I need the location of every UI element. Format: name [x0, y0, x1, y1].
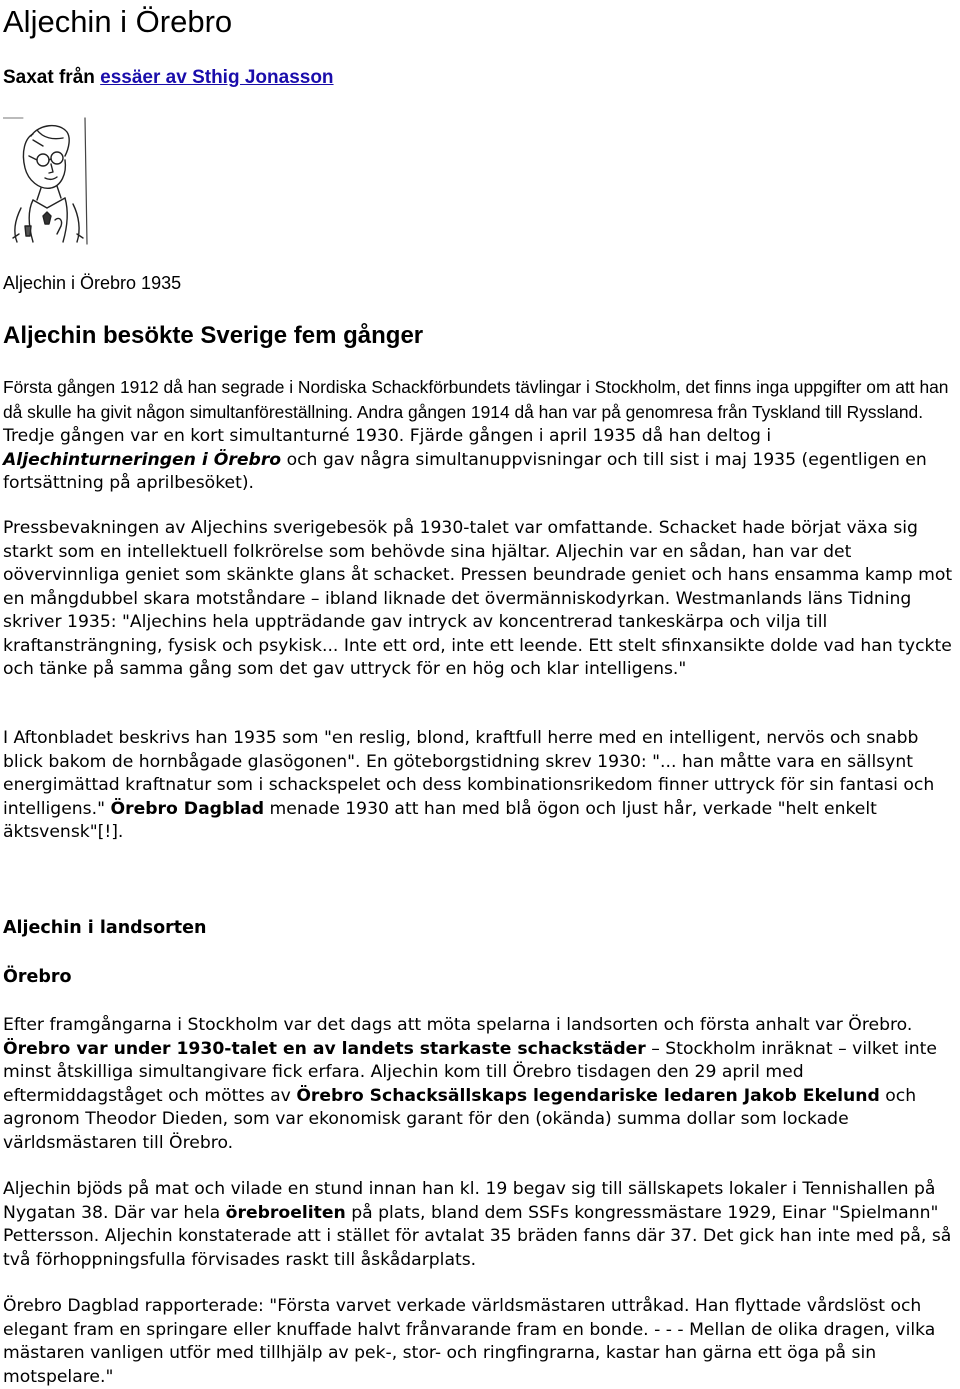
paragraph-visits-part-b: Tredje gången var en kort simultanturné 1930. Fjärde gången i april 1935 då han deltog i — [3, 426, 772, 446]
paragraph-visits-part-a: Första gången 1912 då han segrade i Nordiska Schackförbundets tävlingar i Stockholm, det finns inga uppgifter om att han då skulle ha givit någon simultanföreställning. Andra gången 1914 då han var på genomresa från Tyskland till Ryssland. — [3, 377, 949, 422]
paragraph-arrival-part-a: Efter framgångarna i Stockholm var det dags att möta spelarna i landsorten och första anhalt var Örebro. — [3, 1015, 913, 1035]
paragraph-arrival-part-e: och agronom Theodor Dieden, som var ekonomisk garant för den (okända) summa dollar som lockade världsmästaren till Örebro. — [3, 1085, 917, 1153]
tournament-name: Aljechinturneringen i Örebro — [3, 449, 282, 470]
paragraph-report: Örebro Dagblad rapporterade: "Första varvet verkade världsmästaren uttråkad. Han flyttade vårdslöst och elegant fram en springare eller knuffade halvt frånvarande fram en bonde. - - - Mellan de olika dragen, vilka mästaren vanligen utför med tillhjälp av pek-, stor- och ringfingrarna, kastar han gärna ett öga på sin motspelare." — [3, 1296, 936, 1387]
paragraph-arrival-part-c: – Stockholm inräknat – vilket inte minst åtskilliga simultangivare fick erfara. Aljechin kom till Örebro tisdagen den 29 april med eftermiddagståget och möttes av — [3, 1038, 937, 1106]
source-prefix: Saxat från — [3, 67, 101, 88]
paragraph-simul — [3, 1178, 957, 1272]
paragraph-arrival-bold-1: Örebro var under 1930-talet en av landets starkaste schackstäder — [3, 1038, 646, 1059]
paragraph-descriptions-part-a: I Aftonbladet beskrivs han 1935 som "en reslig, blond, kraftfull herre med en intelligent, nervös och snabb blick bakom de hornbågade glasögonen". En göteborgstidning skrev 1930: "... han måtte vara en sällsynt energimättad kraftnatur som i schackspelet och dess kombinationsrikedom finner uttryck för sin fantasi och intelligens." — [3, 728, 935, 819]
paragraph-arrival — [3, 1014, 957, 1155]
newspaper-name: Örebro Dagblad — [110, 798, 265, 819]
paragraph-press: Pressbevakningen av Aljechins sverigebesök på 1930-talet var omfattande. Schacket hade börjat växa sig starkt som en intellektuell folkrörelse som behövde sina hjältar. Aljechin var en sådan, han var det oövervinnliga geniet som skänkte glans åt schacket. Pressen beundrade geniet och hans ensamma kamp mot en mångdubbel skara motståndare – ibland liknade det övermänniskodyrkan. Westmanlands läns Tidning skriver 1935: "Aljechins hela uppträdande gav intryck av koncentrerad tankeskärpa och vilja till kraftansträngning, fysisk och psykisk... Inte ett ord, inte ett leende. Ett stelt sfinxansikte dolde vad han tyckte och tänke på samma gång som det gav uttryck för en hög och klar intelligens." — [3, 518, 953, 679]
paragraph-simul-bold: örebroeliten — [225, 1202, 346, 1223]
heading-visits: Aljechin besökte Sverige fem gånger — [3, 322, 424, 349]
paragraph-simul-part-a: Aljechin bjöds på mat och vilade en stund innan han kl. 19 begav sig till sällskapets lokaler i Tennishallen på Nygatan 38. Där var hela — [3, 1179, 936, 1223]
paragraph-simul-part-c: på plats, bland dem SSFs kongressmästare 1929, Einar "Spielmann" Pettersson. Aljechin konstaterade att i stället för avtalat 35 bräden fanns där 37. Det gick han inte med på, så två förhoppningsfulla förvisades raskt till åskådarplats. — [3, 1202, 952, 1270]
source-line — [3, 64, 334, 92]
source-link[interactable]: essäer av Sthig Jonasson — [100, 67, 334, 88]
paragraph-visits-part-c: och gav några simultanuppvisningar och till sist i maj 1935 (egentligen en fortsättning på aprilbesöket). — [3, 449, 927, 493]
paragraph-visits — [3, 376, 957, 496]
paragraph-descriptions — [3, 727, 957, 845]
image-caption: Aljechin i Örebro 1935 — [3, 273, 182, 293]
page-title: Aljechin i Örebro — [3, 4, 233, 39]
paragraph-descriptions-part-c: menade 1930 att han med blå ögon och ljust hår, verkade "helt enkelt äktsvensk"[!]. — [3, 798, 877, 842]
paragraph-arrival-bold-2: Örebro Schacksällskaps legendariske ledaren Jakob Ekelund — [296, 1085, 880, 1106]
caricature-portrait-image — [3, 116, 89, 246]
section-heading-orebro: Örebro — [3, 967, 72, 987]
section-heading-landsorten: Aljechin i landsorten — [3, 918, 207, 938]
